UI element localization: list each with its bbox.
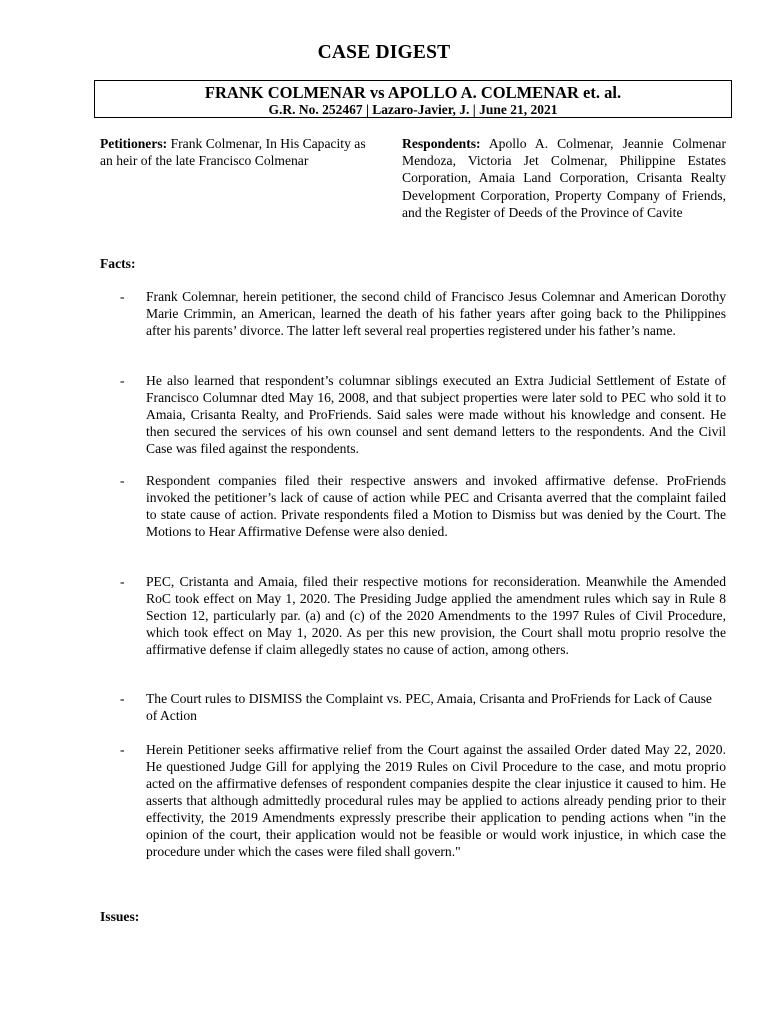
- facts-heading: Facts:: [100, 256, 136, 271]
- list-item: [120, 573, 726, 658]
- bullet-dash: -: [120, 691, 125, 706]
- fact-text: PEC, Cristanta and Amaia, filed their respective motions for reconsideration. Meanwhile the Amended RoC took effect on May 1, 2020. The Presiding Judge applied the amendment rules which say in Rule 8 Section 12, particularly par. (a) and (c) of the 2020 Amendments to the 1997 Rules of Civil Procedure, which took effect on May 1, 2020. As per this new provision, the Court shall motu proprio resolve the affirmative defense if claim allegedly states no cause of action, among others.: [146, 574, 726, 657]
- petitioners-text: Frank Colmenar, In His Capacity as an heir of the late Francisco Colmenar: [100, 136, 366, 169]
- fact-text: The Court rules to DISMISS the Complaint vs. PEC, Amaia, Crisanta and ProFriends for Lack of Cause of Action: [146, 691, 712, 723]
- fact-text: Herein Petitioner seeks affirmative relief from the Court against the assailed Order dated May 22, 2020. He questioned Judge Gill for applying the 2019 Rules on Civil Procedure to the case, and motu proprio acted on the affirmative defenses of respondent companies despite the clear injustice it caused to him. He asserts that although admittedly procedural rules may be applied to actions already pending prior to their effectivity, the 2019 Amendments expressly prescribe their application to pending actions when "in the opinion of the court, their application would not be feasible or would work injustice, in which case the procedure under which the cases were filed shall govern.": [146, 742, 726, 859]
- bullet-dash: -: [120, 373, 125, 388]
- list-item: [120, 288, 726, 339]
- list-item: [120, 690, 726, 724]
- issues-heading: Issues:: [100, 909, 140, 924]
- bullet-dash: -: [120, 742, 125, 757]
- petitioners-block: [100, 135, 370, 169]
- case-header-box: [94, 80, 732, 118]
- respondents-block: [402, 135, 726, 221]
- case-reference: G.R. No. 252467 | Lazaro-Javier, J. | June 21, 2021: [268, 102, 558, 117]
- respondents-label: Respondents:: [402, 136, 481, 151]
- bullet-dash: -: [120, 574, 125, 589]
- bullet-dash: -: [120, 289, 125, 304]
- list-item: [120, 741, 726, 860]
- case-name: FRANK COLMENAR vs APOLLO A. COLMENAR et. al.: [204, 83, 622, 102]
- list-item: [120, 472, 726, 540]
- list-item: [120, 372, 726, 457]
- petitioners-label: Petitioners:: [100, 136, 168, 151]
- fact-text: Frank Colemnar, herein petitioner, the second child of Francisco Jesus Colemnar and American Dorothy Marie Crimmin, an American, learned the death of his father years after going back to the Philippines after his parents’ divorce. The latter left several real properties registered under his father’s name.: [146, 289, 726, 338]
- document-title: CASE DIGEST: [317, 42, 451, 63]
- respondents-text: Apollo A. Colmenar, Jeannie Colmenar Mendoza, Victoria Jet Colmenar, Philippine Estates Corporation, Amaia Land Corporation, Crisanta Realty Development Corporation, Property Company of Friends, and the Register of Deeds of the Province of Cavite: [402, 136, 726, 220]
- fact-text: He also learned that respondent’s columnar siblings executed an Extra Judicial Settlement of Estate of Francisco Columnar dted May 16, 2008, and that subject properties were later sold to PEC who sold it to Amaia, Crisanta Realty, and ProFriends. Said sales were made without his knowledge and consent. He then secured the services of his own counsel and sent demand letters to the respondents. And the Civil Case was filed against the respondents.: [146, 373, 726, 456]
- bullet-dash: -: [120, 473, 125, 488]
- fact-text: Respondent companies filed their respective answers and invoked affirmative defense. ProFriends invoked the petitioner’s lack of cause of action while PEC and Crisanta averred that the complaint failed to state cause of action. Private respondents filed a Motion to Dismiss but was denied by the Court. The Motions to Hear Affirmative Defense were also denied.: [146, 473, 726, 539]
